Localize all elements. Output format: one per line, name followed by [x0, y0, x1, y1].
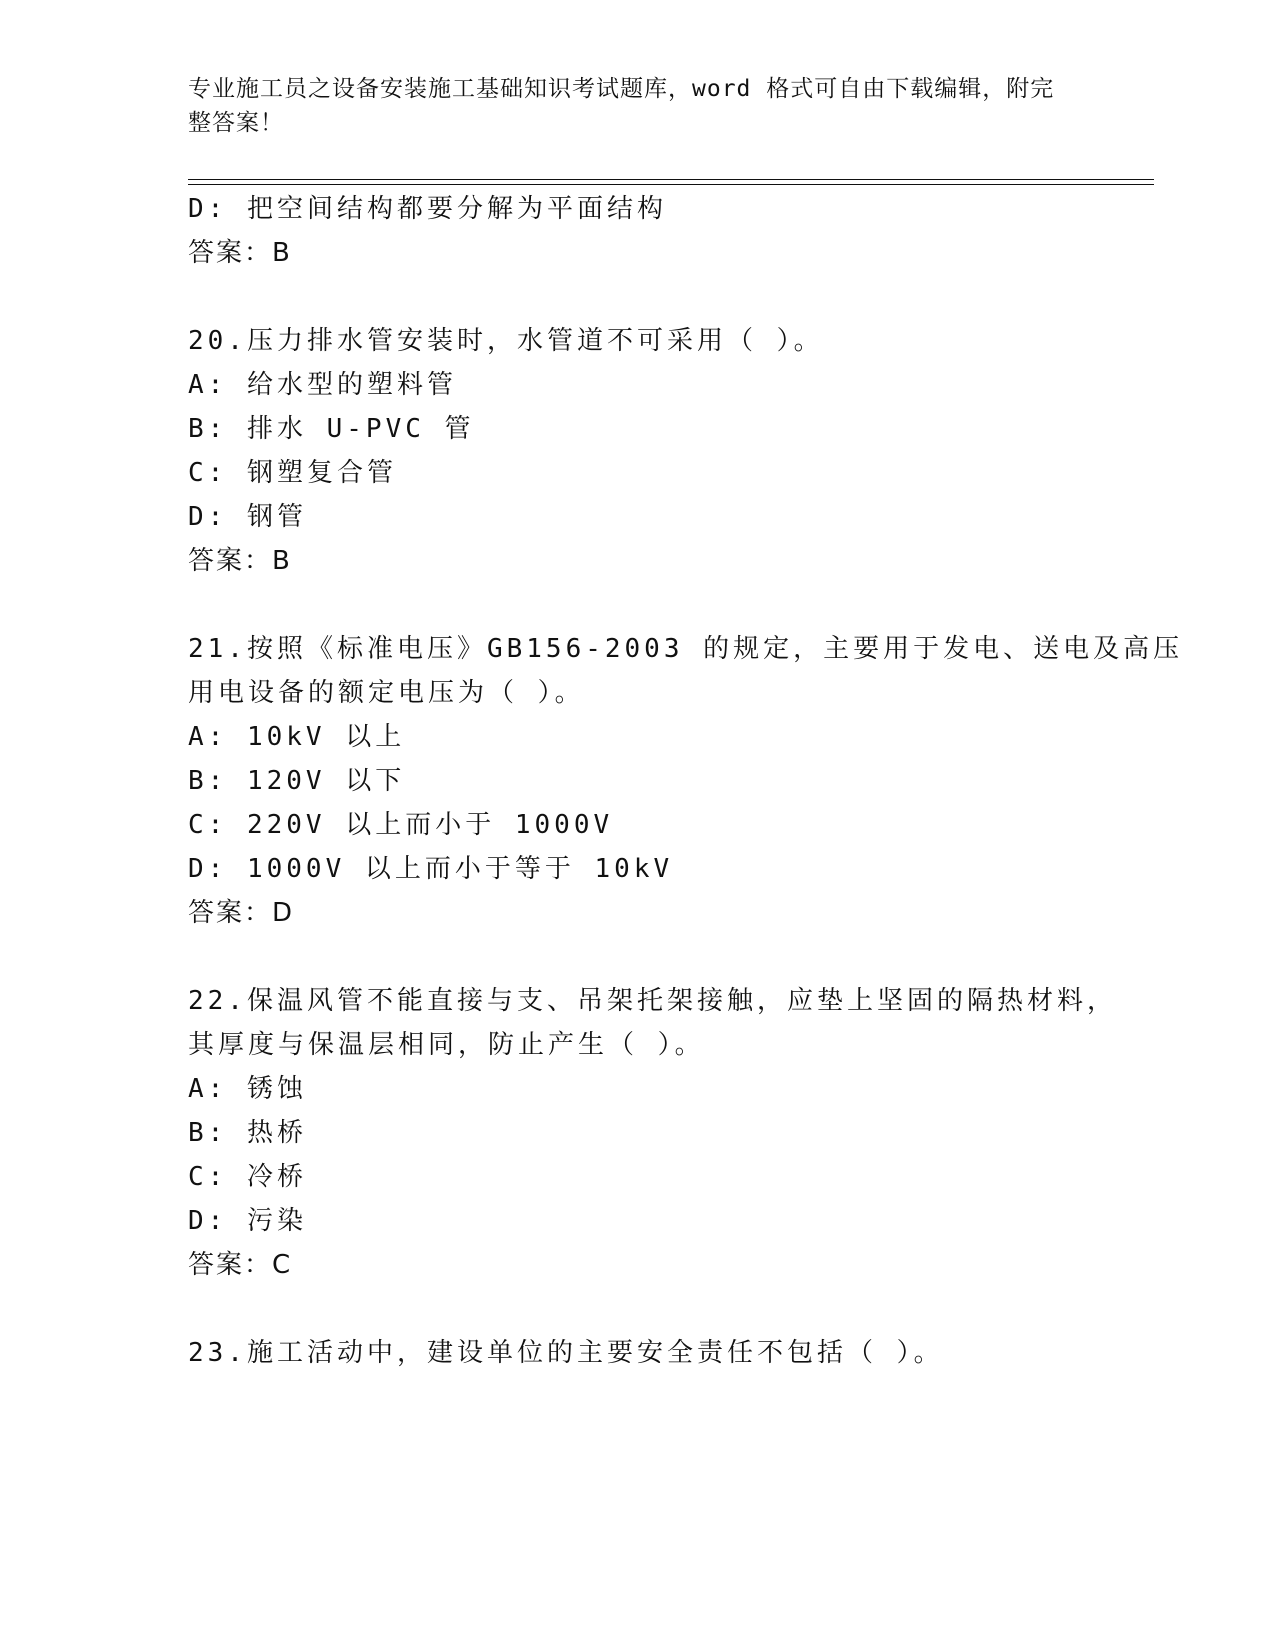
- q21-option-d: D: 1000V 以上而小于等于 10kV: [188, 854, 674, 884]
- q22-question-line-2: 其厚度与保温层相同，防止产生（ ）。: [188, 1030, 705, 1060]
- q21-question-line-2: 用电设备的额定电压为（ ）。: [188, 678, 585, 708]
- q20-option-d: D: 钢管: [188, 502, 307, 532]
- q21-option-b: B: 120V 以下: [188, 766, 406, 796]
- q22-option-a: A: 锈蚀: [188, 1074, 307, 1104]
- prev-answer: 答案：B: [188, 238, 292, 268]
- header-divider-bottom: [188, 184, 1154, 185]
- q21-answer: 答案：D: [188, 898, 295, 928]
- q20-option-a: A: 给水型的塑料管: [188, 370, 457, 400]
- q22-option-d: D: 污染: [188, 1206, 307, 1236]
- q22-question-line-1: 22.保温风管不能直接与支、吊架托架接触，应垫上坚固的隔热材料，: [188, 986, 1117, 1016]
- header-divider-top: [188, 179, 1154, 180]
- header-line-2: 整答案！: [188, 110, 284, 136]
- document-header: [188, 72, 1088, 140]
- q21-option-a: A: 10kV 以上: [188, 722, 406, 752]
- q21-question-line-1: 21.按照《标准电压》GB156-2003 的规定，主要用于发电、送电及高压: [188, 634, 1184, 664]
- q22-answer: 答案：C: [188, 1250, 293, 1280]
- q21-option-c: C: 220V 以上而小于 1000V: [188, 810, 614, 840]
- q22-option-b: B: 热桥: [188, 1118, 307, 1148]
- q23-question: 23.施工活动中，建设单位的主要安全责任不包括（ ）。: [188, 1338, 944, 1368]
- q20-option-b: B: 排水 U-PVC 管: [188, 414, 475, 444]
- header-line-1: 专业施工员之设备安装施工基础知识考试题库，word 格式可自由下载编辑，附完: [188, 76, 1055, 102]
- prev-option-d: D: 把空间结构都要分解为平面结构: [188, 194, 667, 224]
- q20-answer: 答案：B: [188, 546, 292, 576]
- q20-question: 20.压力排水管安装时，水管道不可采用（ ）。: [188, 326, 824, 356]
- q22-option-c: C: 冷桥: [188, 1162, 307, 1192]
- q20-option-c: C: 钢塑复合管: [188, 458, 397, 488]
